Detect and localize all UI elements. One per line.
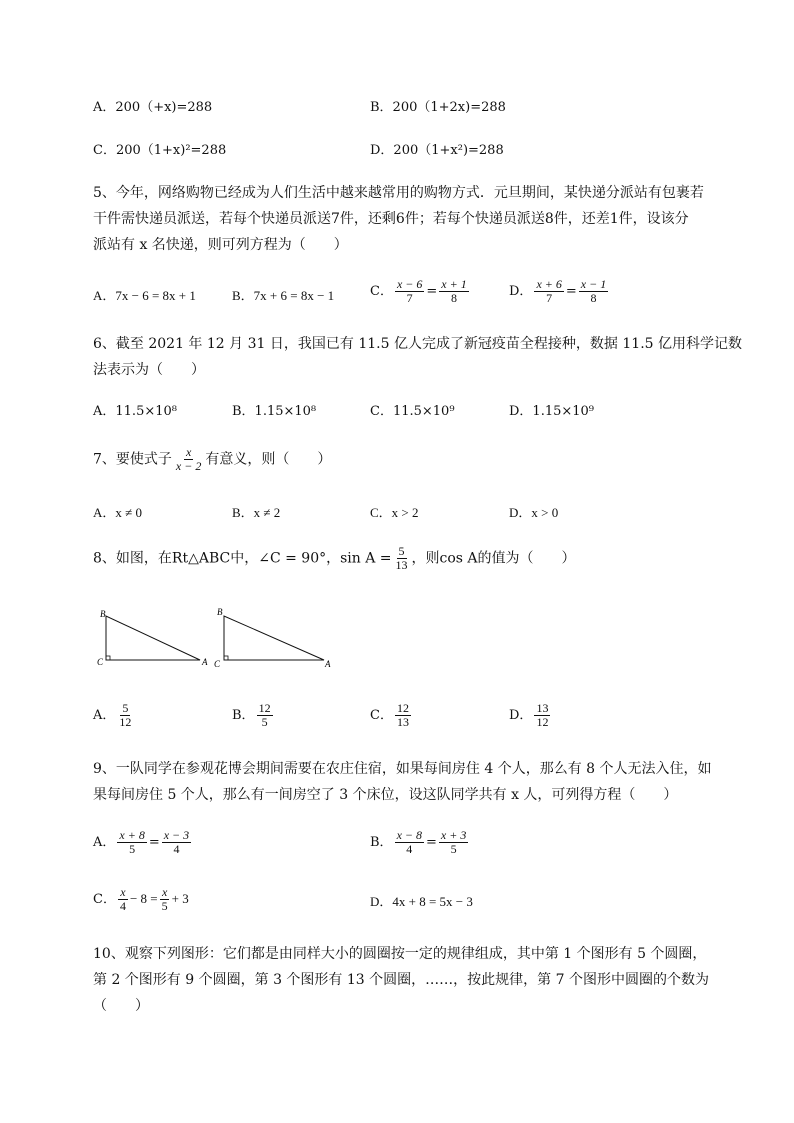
fraction: $\frac{5}{12}$	[119, 701, 132, 729]
q6-option-c: C．11.5×10⁹	[370, 404, 455, 419]
q7-stem: 7、要使式子 $\frac{x}{x - 2}$ 有意义，则（ ）	[93, 445, 332, 473]
fraction: $\frac{5}{13}$	[395, 544, 408, 572]
vertex-label-a: A	[325, 659, 331, 669]
fraction: $\frac{x}{x - 2}$	[175, 445, 202, 473]
right-angle-mark	[106, 656, 110, 660]
fraction: $\frac{x - 3}{4}$	[163, 828, 190, 856]
triangle-figure-right	[210, 604, 336, 670]
q6-stem-line1: 6、截至 2021 年 12 月 31 日，我国已有 11.5 亿人完成了新冠疫苗全程接种，数据 11.5 亿用科学记数	[93, 336, 743, 352]
q8-option-a: A． $\frac{5}{12}$	[93, 701, 132, 729]
q6-stem-line2: 法表示为（ ）	[93, 362, 205, 378]
q8-option-d: D． $\frac{13}{12}$	[509, 701, 549, 729]
vertex-label-c: C	[97, 657, 104, 667]
q5-option-c: C． $\frac{x - 6}{7}$ = $\frac{x + 1}{8}$	[370, 277, 467, 305]
right-angle-mark	[224, 656, 228, 660]
q6-option-a: A．11.5×10⁸	[93, 404, 177, 419]
q8-option-b: B． $\frac{12}{5}$	[232, 701, 271, 729]
q4-option-c: C．200（1+x)²=288	[93, 143, 227, 158]
fraction: $\frac{x}{4}$	[119, 885, 126, 913]
q9-stem-line1: 9、一队同学在参观花博会期间需要在农庄住宿，如果每间房住 4 个人，那么有 8 个人无法入住，如	[93, 761, 712, 777]
q9-stem-line2: 果每间房住 5 个人，那么有一间房空了 3 个床位，设这队同学共有 x 人，可列得方程（ ）	[93, 787, 678, 803]
q9-option-b: B． $\frac{x - 8}{4}$ = $\frac{x + 3}{5}$	[370, 828, 467, 856]
vertex-label-b: B	[217, 607, 223, 617]
q10-stem-line1: 10、观察下列图形：它们都是由同样大小的圆圈按一定的规律组成，其中第 1 个图形有 5 个圆圈，	[93, 946, 707, 962]
q10-stem-line2: 第 2 个图形有 9 个圆圈，第 3 个图形有 13 个圆圈，……，按此规律，第 7 个图形中圆圈的个数为	[93, 972, 709, 988]
q7-option-d: D．x > 0	[509, 505, 559, 520]
fraction: $\frac{x}{5}$	[161, 885, 168, 913]
q4-option-a: A．200（+x)=288	[93, 100, 213, 115]
q4-option-b: B．200（1+2x)=288	[370, 100, 506, 115]
q7-option-a: A．x ≠ 0	[93, 505, 143, 520]
q9-option-a: A． $\frac{x + 8}{5}$ = $\frac{x - 3}{4}$	[93, 828, 190, 856]
q5-stem-line3: 派站有 x 名快递，则可列方程为（ ）	[93, 237, 348, 253]
fraction: $\frac{x - 1}{8}$	[580, 277, 607, 305]
q5-stem-line1: 5、今年，网络购物已经成为人们生活中越来越常用的购物方式．元旦期间，某快递分派站有包裹若	[93, 185, 704, 201]
q5-option-b: B．7x + 6 = 8x − 1	[232, 288, 335, 303]
q5-stem-line2: 干件需快递员派送，若每个快递员派送7件，还剩6件；若每个快递员派送8件，还差1件，设该分	[93, 211, 689, 227]
q8-option-c: C． $\frac{12}{13}$	[370, 701, 409, 729]
fraction: $\frac{x - 8}{4}$	[396, 828, 422, 856]
q5-option-d: D． $\frac{x + 6}{7}$ = $\frac{x - 1}{8}$	[509, 277, 607, 305]
fraction: $\frac{12}{5}$	[258, 701, 271, 729]
q6-option-d: D．1.15×10⁹	[509, 404, 595, 419]
fraction: $\frac{12}{13}$	[396, 701, 409, 729]
triangle-abc	[224, 616, 324, 660]
vertex-label-a: A	[202, 657, 208, 667]
q5-option-a: A．7x − 6 = 8x + 1	[93, 288, 196, 303]
q7-option-b: B．x ≠ 2	[232, 505, 281, 520]
fraction: $\frac{x - 6}{7}$	[396, 277, 423, 305]
fraction: $\frac{x + 3}{5}$	[440, 828, 467, 856]
triangle-figure-left	[92, 606, 212, 670]
fraction: $\frac{13}{12}$	[536, 701, 549, 729]
q6-option-b: B．1.15×10⁸	[232, 404, 317, 419]
fraction: $\frac{x + 8}{5}$	[119, 828, 145, 856]
q8-stem: 8、如图，在Rt△ABC中，∠C = 90°，sin A = $\frac{5}{13}$ ，则cos A的值为（ ）	[93, 544, 576, 572]
q10-stem-line3: （ ）	[93, 998, 149, 1014]
fraction: $\frac{x + 1}{8}$	[441, 277, 467, 305]
q9-option-d: D．4x + 8 = 5x − 3	[370, 894, 473, 909]
q9-option-c: C． $\frac{x}{4}$ − 8 = $\frac{x}{5}$ + 3	[93, 885, 189, 913]
triangle-abc	[106, 616, 200, 660]
q7-option-c: C．x > 2	[370, 505, 419, 520]
vertex-label-b: B	[100, 609, 106, 619]
vertex-label-c: C	[214, 659, 221, 669]
fraction: $\frac{x + 6}{7}$	[536, 277, 562, 305]
q4-option-d: D．200（1+x²)=288	[370, 143, 504, 158]
